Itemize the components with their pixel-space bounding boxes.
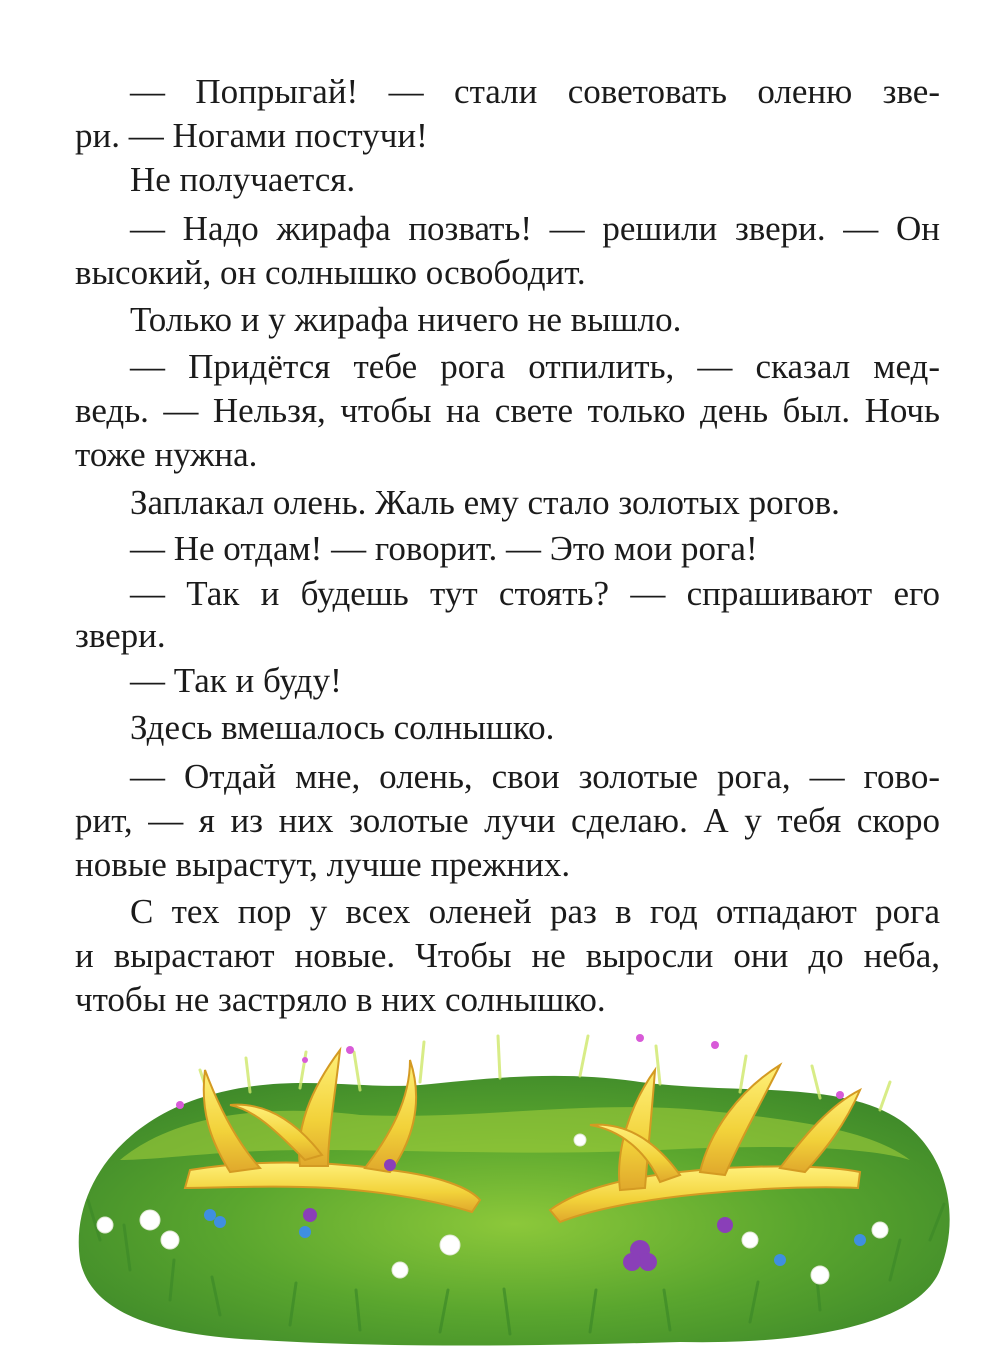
- antlers-in-grass-illustration: [60, 1010, 960, 1350]
- text-line: рит, — я из них золотые лучи сделаю. А у тебя скоро: [75, 801, 940, 840]
- text-line: Здесь вмешалось солнышко.: [130, 708, 555, 747]
- text-line: Не получается.: [130, 160, 356, 199]
- text-line: ри. — Ногами постучи!: [75, 116, 428, 155]
- text-line: — Так и буду!: [130, 661, 342, 700]
- text-line: тоже нужна.: [75, 435, 258, 474]
- text-line: — Придётся тебе рога отпилить, — сказал мед-: [130, 347, 940, 386]
- text-line: высокий, он солнышко освободит.: [75, 253, 586, 292]
- text-line: — Отдай мне, олень, свои золотые рога, — гово-: [130, 757, 940, 796]
- text-line: новые вырастут, лучше прежних.: [75, 845, 571, 884]
- text-line: и вырастают новые. Чтобы не выросли они до неба,: [75, 936, 940, 975]
- text-line: Только и у жирафа ничего не вышло.: [130, 300, 682, 339]
- text-line: Заплакал олень. Жаль ему стало золотых рогов.: [130, 483, 840, 522]
- text-line: — Не отдам! — говорит. — Это мои рога!: [130, 529, 758, 568]
- text-line: звери.: [75, 616, 166, 655]
- text-line: — Надо жирафа позвать! — решили звери. — Он: [130, 209, 940, 248]
- text-line: — Так и будешь тут стоять? — спрашивают его: [130, 574, 940, 613]
- text-line: чтобы не застряло в них солнышко.: [75, 980, 606, 1019]
- text-line: — Попрыгай! — стали советовать оленю зве-: [130, 72, 940, 111]
- text-line: ведь. — Нельзя, чтобы на свете только день был. Ночь: [75, 391, 940, 430]
- text-line: С тех пор у всех оленей раз в год отпадают рога: [130, 892, 940, 931]
